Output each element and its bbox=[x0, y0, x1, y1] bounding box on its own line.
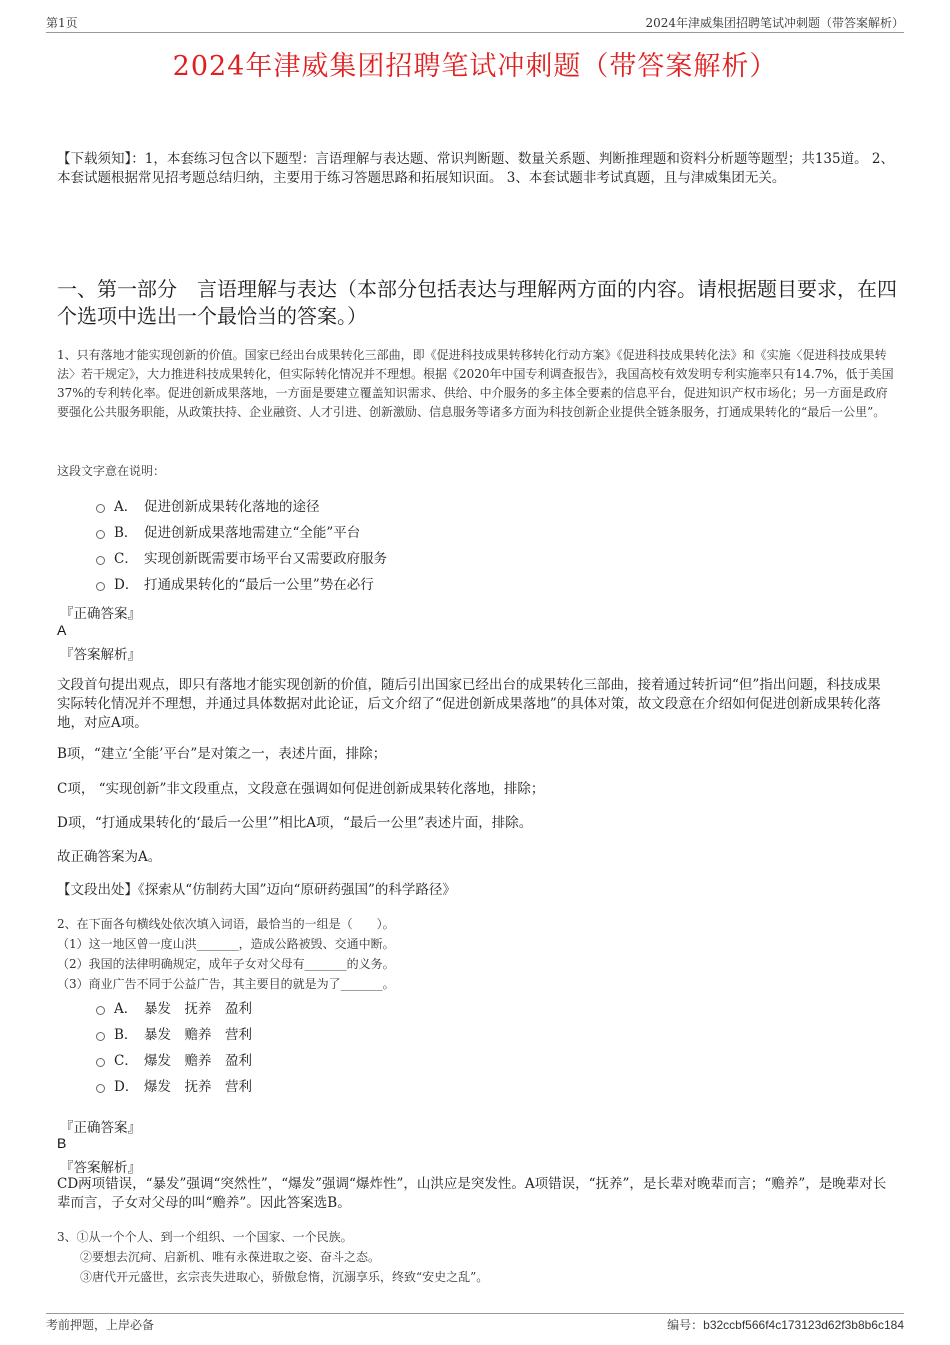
radio-icon[interactable] bbox=[96, 1032, 105, 1041]
question-2-line: （3）商业广告不同于公益广告，其主要目的就是为了_______。 bbox=[57, 977, 395, 991]
page-header bbox=[46, 10, 904, 33]
question-2-line: （2）我国的法律明确规定，成年子女对父母有_______的义务。 bbox=[57, 957, 395, 971]
download-notice: 【下载须知】：1，本套练习包含以下题型：言语理解与表达题、常识判断题、数量关系题、判断推理题和资料分析题等题型；共135道。 2、本套试题根据常见招考题总结归纳，主要用于练习答题思路和拓展知识面。 3、本套试题非考试真题，且与津威集团无关。 bbox=[57, 151, 894, 186]
analysis-paragraph: 文段首句提出观点，即只有落地才能实现创新的价值，随后引出国家已经出台的成果转化三部曲，接着通过转折词“但”指出问题，科技成果实际转化情况并不理想，并通过具体数据对此论证，后文介绍了“促进创新成果落地”的具体对策，故文段意在介绍如何促进创新成果转化落地，对应A项。 bbox=[57, 677, 881, 731]
option-b[interactable]: B． 促进创新成果落地需建立“全能”平台 bbox=[96, 518, 387, 544]
radio-icon[interactable] bbox=[96, 504, 105, 513]
page-number: 第1页 bbox=[46, 16, 78, 30]
source-citation: 【文段出处】《探索从“仿制药大国”迈向“原研药强国”的科学路径》 bbox=[57, 882, 456, 898]
option-a[interactable]: A． 暴发 抚养 盈利 bbox=[96, 994, 252, 1020]
section-title: 一、第一部分 言语理解与表达（本部分包括表达与理解两方面的内容。请根据题目要求，在四个选项中选出一个最恰当的答案。） bbox=[57, 277, 897, 328]
question-2-options bbox=[96, 994, 252, 1098]
analysis-conclusion: 故正确答案为A。 bbox=[57, 849, 162, 865]
page-title: 2024年津威集团招聘笔试冲刺题（带答案解析） bbox=[172, 51, 778, 82]
code-value: b32ccbf566f4c173123d62f3b8b6c184 bbox=[703, 1318, 904, 1332]
question-3-line: ③唐代开元盛世，玄宗丧失进取心，骄傲怠惰，沉溺享乐，终致“安史之乱”。 bbox=[80, 1270, 489, 1284]
analysis-label: 『答案解析』 bbox=[60, 1160, 141, 1176]
footer-slogan: 考前押题，上岸必备 bbox=[46, 1318, 155, 1332]
answer-label: 『正确答案』 bbox=[60, 1120, 141, 1136]
option-b[interactable]: B． 暴发 赡养 营利 bbox=[96, 1020, 252, 1046]
question-1-text: 1、只有落地才能实现创新的价值。国家已经出台成果转化三部曲，即《促进科技成果转移转化行动方案》《促进科技成果转化法》和《实施〈促进科技成果转法〉若干规定》，大力推进科技成果转化，但实际转化情况并不理想。根据《2020年中国专利调查报告》，我国高校有效发明专利实施率只有14.7%，低于美国37%的专利转化率。促进创新成果落地，一方面是要建立覆盖知识需求、供给、中介服务的多主体全要素的信息平台，促进知识产权市场化；另一方面是政府要强化公共服务职能，从政策扶持、企业融资、人才引进、创新激励、信息服务等诸多方面为科技创新企业提供全链条服务，打通成果转化的“最后一公里”。 bbox=[57, 348, 894, 419]
question-3-text: 3、①从一个个人、到一个组织、一个国家、一个民族。 bbox=[57, 1230, 353, 1244]
header-doc-title: 2024年津威集团招聘笔试冲刺题（带答案解析） bbox=[645, 16, 904, 30]
question-1-options bbox=[96, 492, 387, 596]
radio-icon[interactable] bbox=[96, 582, 105, 591]
code-label: 编号： bbox=[667, 1318, 704, 1332]
document-code bbox=[667, 1316, 904, 1333]
question-2-text: 2、在下面各句横线处依次填入词语，最恰当的一组是（ ）。 bbox=[57, 917, 395, 931]
question-3-line: ②要想去沉疴、启新机、唯有永葆进取之姿、奋斗之态。 bbox=[80, 1250, 381, 1264]
radio-icon[interactable] bbox=[96, 530, 105, 539]
page-footer bbox=[46, 1313, 904, 1334]
analysis-paragraph: CD两项错误，“暴发”强调“突然性”，“爆发”强调“爆炸性”，山洪应是突发性。A项错误，“抚养”，是长辈对晚辈而言；“赡养”，是晚辈对长辈而言，子女对父母的叫“赡养”。因此答案选B。 bbox=[57, 1176, 887, 1211]
answer-value: B bbox=[57, 1135, 67, 1151]
analysis-label: 『答案解析』 bbox=[60, 647, 141, 663]
radio-icon[interactable] bbox=[96, 1006, 105, 1015]
option-c[interactable]: C． 实现创新既需要市场平台又需要政府服务 bbox=[96, 544, 387, 570]
question-1-prompt: 这段文字意在说明： bbox=[57, 464, 166, 478]
option-d[interactable]: D． 爆发 抚养 营利 bbox=[96, 1072, 252, 1098]
radio-icon[interactable] bbox=[96, 1058, 105, 1067]
answer-label: 『正确答案』 bbox=[60, 606, 141, 622]
radio-icon[interactable] bbox=[96, 1084, 105, 1093]
analysis-paragraph: C项， “实现创新”非文段重点，文段意在强调如何促进创新成果转化落地，排除； bbox=[57, 781, 545, 797]
question-2-line: （1）这一地区曾一度山洪_______，造成公路被毁、交通中断。 bbox=[57, 937, 395, 951]
analysis-paragraph: B项，“建立‘全能’平台”是对策之一，表述片面，排除； bbox=[57, 746, 387, 762]
radio-icon[interactable] bbox=[96, 556, 105, 565]
option-c[interactable]: C． 爆发 赡养 盈利 bbox=[96, 1046, 252, 1072]
answer-value: A bbox=[57, 622, 67, 638]
option-d[interactable]: D． 打通成果转化的“最后一公里”势在必行 bbox=[96, 570, 387, 596]
option-a[interactable]: A． 促进创新成果转化落地的途径 bbox=[96, 492, 387, 518]
analysis-paragraph: D项，“打通成果转化的‘最后一公里’”相比A项，“最后一公里”表述片面，排除。 bbox=[57, 815, 533, 831]
